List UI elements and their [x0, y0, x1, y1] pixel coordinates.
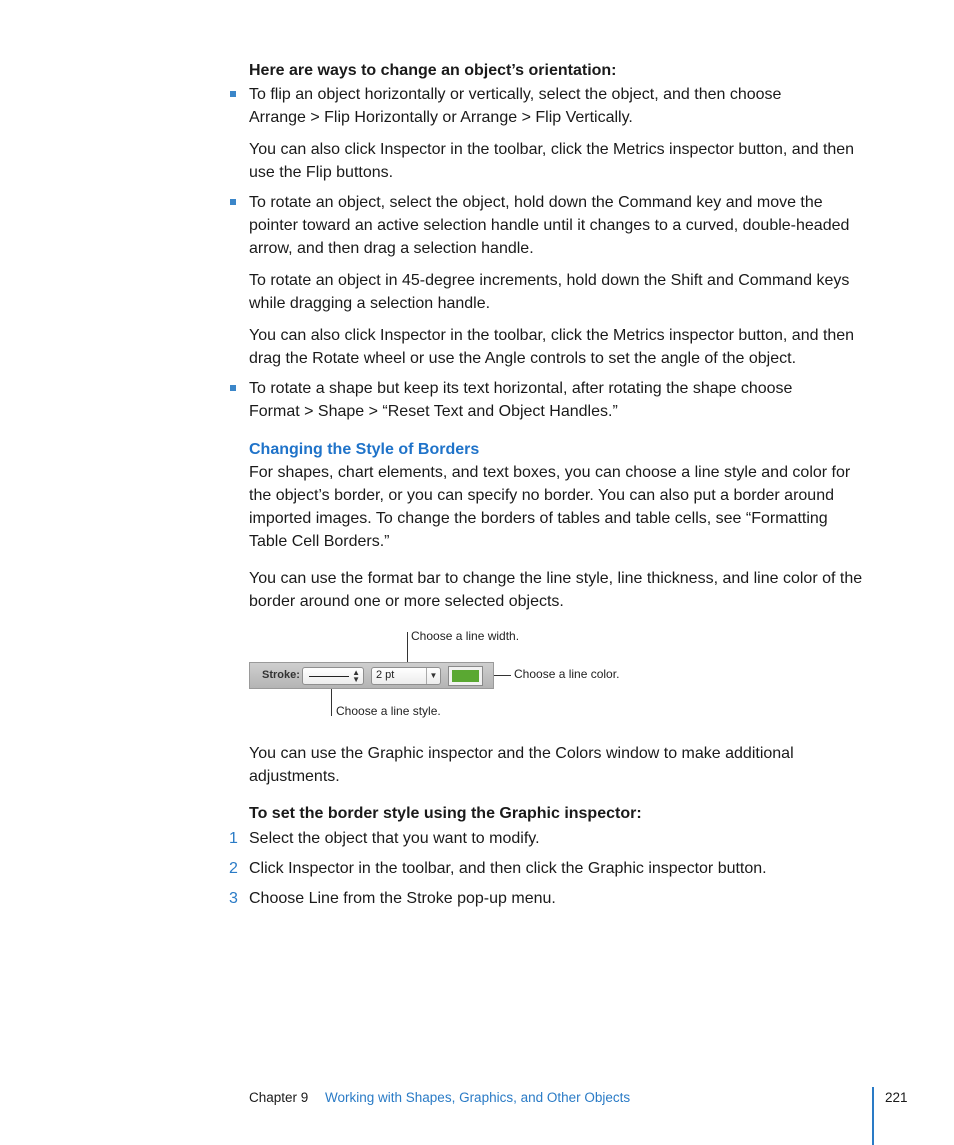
chevron-down-icon: ▼: [426, 668, 440, 684]
steps-intro: To set the border style using the Graphic inspector:: [249, 805, 642, 822]
line-width-value: 2 pt: [376, 669, 395, 681]
borders-p1-line-3: imported images. To change the borders of tables and table cells, see “Formatting: [249, 510, 828, 527]
line-color-well[interactable]: [448, 666, 483, 686]
footer-chapter: Chapter 9: [249, 1090, 309, 1105]
callout-line-style: Choose a line style.: [336, 704, 441, 718]
flip-line-1: To flip an object horizontally or vertically, select the object, and then choose: [249, 86, 782, 103]
bullet-marker: [230, 385, 236, 391]
flip-also-line-1: You can also click Inspector in the toolbar, click the Metrics inspector button, and then: [249, 141, 855, 158]
borders-p2-line-2: border around one or more selected objects.: [249, 593, 564, 610]
step-number: 2: [229, 860, 238, 877]
step-text: Click Inspector in the toolbar, and then click the Graphic inspector button.: [249, 860, 767, 877]
page-number: 221: [885, 1090, 908, 1105]
borders-paragraph-3: [249, 742, 794, 788]
borders-p3-line-2: adjustments.: [249, 768, 340, 785]
step-number: 1: [229, 830, 238, 847]
borders-paragraph-1: [249, 461, 850, 553]
shape-line-1: To rotate a shape but keep its text horizontal, after rotating the shape choose: [249, 380, 793, 397]
borders-p1-line-2: the object’s border, or you can specify no border. You can also put a border around: [249, 487, 834, 504]
flip-also-line-2: use the Flip buttons.: [249, 164, 394, 181]
orientation-intro: Here are ways to change an object’s orientation:: [249, 62, 617, 79]
line-style-popup[interactable]: [302, 667, 364, 685]
color-swatch: [452, 670, 479, 682]
rotate45-paragraph: [249, 269, 849, 315]
stroke-format-bar: [249, 662, 494, 689]
callout-color-leader: [494, 675, 511, 676]
stroke-label: Stroke:: [262, 669, 300, 681]
shape-line-2: Format > Shape > “Reset Text and Object Handles.”: [249, 403, 618, 420]
step-text: Choose Line from the Stroke pop-up menu.: [249, 890, 556, 907]
footer-divider: [872, 1087, 874, 1145]
callout-line-color: Choose a line color.: [514, 667, 620, 681]
bullet-marker: [230, 199, 236, 205]
rotate-also-paragraph: [249, 324, 854, 370]
rotate-instruction: [249, 191, 849, 260]
rotate45-line-2: while dragging a selection handle.: [249, 295, 491, 312]
section-heading: Changing the Style of Borders: [249, 441, 480, 458]
borders-p1-line-4: Table Cell Borders.”: [249, 533, 390, 550]
borders-paragraph-2: [249, 567, 862, 613]
borders-p3-line-1: You can use the Graphic inspector and the Colors window to make additional: [249, 745, 794, 762]
callout-style-leader: [331, 689, 332, 716]
borders-p2-line-1: You can use the format bar to change the line style, line thickness, and line color of the: [249, 570, 863, 587]
rotate45-line-1: To rotate an object in 45-degree increments, hold down the Shift and Command keys: [249, 272, 850, 289]
rotate-line-2: pointer toward an active selection handle until it changes to a curved, double-headed: [249, 217, 850, 234]
rotate-line-1: To rotate an object, select the object, hold down the Command key and move the: [249, 194, 823, 211]
callout-line-width: Choose a line width.: [411, 629, 520, 643]
footer-chapter-title[interactable]: Working with Shapes, Graphics, and Other Objects: [325, 1090, 631, 1105]
up-down-arrows-icon: ▲ ▼: [352, 668, 360, 684]
rotate-also-line-1: You can also click Inspector in the toolbar, click the Metrics inspector button, and then: [249, 327, 855, 344]
step-text: Select the object that you want to modify.: [249, 830, 540, 847]
line-style-preview: [309, 676, 349, 677]
callout-width-leader: [407, 632, 408, 666]
rotate-line-3: arrow, and then drag a selection handle.: [249, 240, 534, 257]
bullet-marker: [230, 91, 236, 97]
step-number: 3: [229, 890, 238, 907]
flip-also-paragraph: [249, 138, 854, 184]
borders-p1-line-1: For shapes, chart elements, and text boxes, you can choose a line style and color for: [249, 464, 851, 481]
line-width-popup[interactable]: [371, 667, 441, 685]
shape-instruction: [249, 377, 792, 423]
flip-instruction: [249, 83, 781, 129]
rotate-also-line-2: drag the Rotate wheel or use the Angle controls to set the angle of the object.: [249, 350, 797, 367]
flip-line-2: Arrange > Flip Horizontally or Arrange > Flip Vertically.: [249, 109, 633, 126]
